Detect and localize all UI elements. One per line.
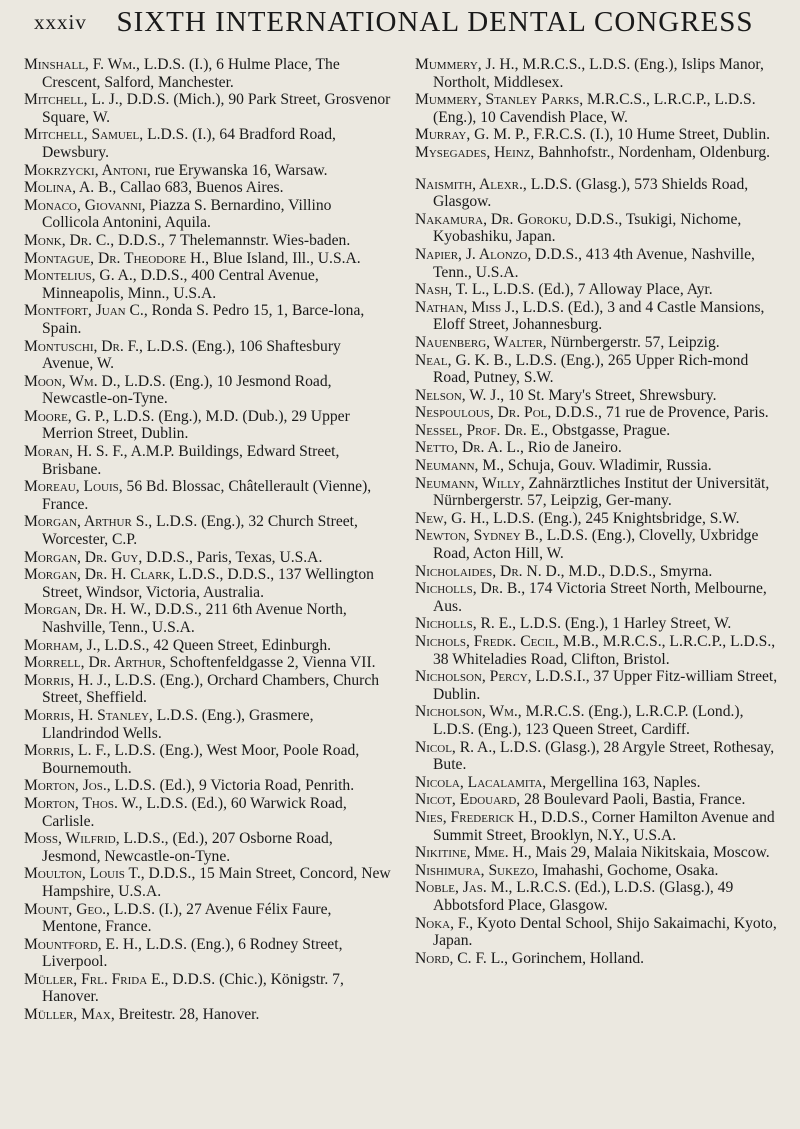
entry-name: Morris, L. F., [24,742,111,760]
directory-entry [415,739,785,774]
directory-entry [24,250,392,268]
entry-name: Morris, H. Stanley, [24,706,153,724]
directory-entry [24,742,392,777]
entry-name: Molina, A. B., [24,179,117,197]
directory-entry [24,1006,392,1024]
entry-details: D.D.S., 413 4th Avenue, Nashville, Tenn., U.S.A. [433,245,755,281]
entry-name: Mokrzycki, Antoni, [24,161,151,179]
entry-name: Morham, J., [24,636,101,654]
entry-name: Mummery, J. H., [415,56,519,73]
entry-details: 10 St. Mary's Street, Shrewsbury. [504,386,717,404]
entry-name: Nathan, Miss J., [415,298,519,316]
entry-details: Schoftenfeldgasse 2, Vienna VII. [165,654,376,672]
entry-name: Morgan, Arthur S., [24,513,153,531]
entry-details: A.M.P. Buildings, Edward Street, Brisbane. [42,443,340,478]
directory-entry [24,566,392,601]
entry-name: Nelson, W. J., [415,386,505,404]
entry-name: Morris, H. J., [24,671,111,689]
directory-entry [24,654,392,672]
page-title: SIXTH INTERNATIONAL DENTAL CONGRESS [116,6,754,38]
entry-name: Mountford, E. H., [24,935,142,953]
entry-name: Mount, Geo., [24,900,110,918]
directory-entry [24,302,392,337]
entry-name: Nash, T. L., [415,281,490,299]
directory-entry [24,91,392,126]
entry-name: Morgan, Dr. H. W., [24,601,152,619]
entry-name: Moore, G. P., [24,407,110,425]
entry-name: Nauenberg, Walter, [415,333,547,351]
directory-entry [24,179,392,197]
entry-name: Nessel, Prof. Dr. E., [415,421,549,439]
directory-entry [24,830,392,865]
directory-entry [24,901,392,936]
entry-name: Montague, Dr. Theodore H., [24,249,210,267]
entry-details: L.D.S. (Ed.), 7 Alloway Place, Ayr. [489,281,713,299]
directory-entry [24,197,392,232]
entry-details: Piazza S. Bernardino, Villino Collicola Antonini, Aquila. [42,196,332,232]
entry-name: Mitchell, L. J., [24,91,123,109]
entry-details: D.D.S., Paris, Texas, U.S.A. [142,548,323,566]
directory-entry [415,404,785,422]
entry-details: Blue Island, Ill., U.S.A. [209,249,361,267]
directory-entry [24,865,392,900]
directory-entry [24,513,392,548]
entry-name: Nespoulous, Dr. Pol, [415,404,552,422]
entry-name: Nicol, R. A., [415,738,497,756]
entry-name: Nishimura, Sukezo, [415,861,539,879]
entry-details: L.D.S. (Eng.), Orchard Chambers, Church Street, Sheffield. [42,671,380,707]
directory-entry [415,144,785,162]
directory-entry [415,580,785,615]
entry-name: Nichols, Fredk. Cecil, [415,633,559,650]
entry-details: L.D.S. (Eng.), Grasmere, Llandrindod Wells. [42,706,314,742]
entry-details: L.D.S. (Eng.), 32 Church Street, Worcester, C.P. [42,513,358,549]
entry-name: Monaco, Giovanni, [24,196,146,214]
entry-details: Nürnbergerstr. 57, Leipzig. [546,333,720,351]
directory-entry [24,707,392,742]
entry-details: Breitestr. 28, Hanover. [114,1006,260,1024]
entry-details: rue Erywanska 16, Warsaw. [150,161,328,179]
entry-details: L.D.S. (I.), 6 Hulme Place, The Crescent, Salford, Manchester. [42,56,340,91]
entry-details: Ronda S. Pedro 15, 1, Barce-lona, Spain. [42,302,365,337]
entry-name: Netto, Dr. A. L., [415,439,524,457]
entry-details: L.D.S. (Eng.), 106 Shaftesbury Avenue, W. [42,337,341,373]
directory-entry [415,352,785,387]
entry-name: Morton, Jos., [24,777,111,795]
entry-name: Montuschi, Dr. F., [24,337,143,355]
entry-name: Nicola, Lacalamita, [415,773,547,791]
entry-name: Mysegades, Heinz, [415,143,535,161]
directory-entry [415,176,785,211]
entry-details: L.R.C.S. (Ed.), L.D.S. (Glasg.), 49 Abbotsford Place, Glasgow. [433,879,734,914]
directory-entry [415,563,785,581]
entry-details: F.R.C.S. (I.), 10 Hume Street, Dublin. [529,126,771,144]
entry-name: Morgan, Dr. H. Clark, [24,566,175,584]
entry-name: Moss, Wilfrid, [24,830,120,848]
entry-details: D.D.S., Tsukigi, Nichome, Kyobashiku, Japan. [433,210,742,246]
directory-entry [24,549,392,567]
entry-name: Morton, Thos. W., [24,794,143,812]
entry-name: Moon, Wm. D., [24,372,121,390]
entry-details: L.D.S. (Eng.), West Moor, Poole Road, Bournemouth. [42,742,360,777]
entry-details: Mais 29, Malaia Nikitskaia, Moscow. [531,844,770,862]
entry-name: Müller, Frl. Frida E., [24,970,169,988]
entry-name: Neumann, M., [415,457,504,475]
entry-details: Rio de Janeiro. [523,439,622,457]
directory-entry [24,338,392,373]
entry-details: Gorinchem, Holland. [508,949,645,967]
directory-entry [24,267,392,302]
entry-details: Zahnärztliches Institut der Universität, Nürnbergerstr. 57, Leipzig, Ger-many. [433,474,770,510]
directory-entry [24,672,392,707]
right-column [415,56,785,967]
entry-details: L.D.S. (Eng.), Clovelly, Uxbridge Road, Acton Hill, W. [433,527,759,563]
entry-name: Morgan, Dr. Guy, [24,548,143,566]
entry-name: Noka, F., [415,914,474,932]
entry-name: Murray, G. M. P., [415,126,530,144]
entry-details: 174 Victoria Street North, Melbourne, Aus. [433,580,767,615]
directory-entry [415,475,785,510]
directory-entry [24,936,392,971]
entry-name: Nicholson, Wm., [415,703,522,721]
entry-name: Moreau, Louis, [24,478,123,496]
entry-name: Minshall, F. Wm., [24,56,140,73]
entry-name: Monk, Dr. C., [24,231,115,249]
entry-name: Napier, J. Alonzo, [415,245,532,263]
directory-entry [415,334,785,352]
entry-name: Nord, C. F. L., [415,949,509,967]
entry-name: Nies, Frederick H., [415,808,538,826]
directory-entry [415,915,785,950]
entry-name: Mummery, Stanley Parks, [415,91,584,109]
entry-details: Schuja, Gouv. Wladimir, Russia. [504,457,712,475]
entry-details: L.D.S. (Eng.), 10 Jesmond Road, Newcastle-on-Tyne. [42,372,332,408]
entry-name: Newton, Sydney B., [415,527,543,545]
directory-entry [415,879,785,914]
entry-details: D.D.S., 7 Thelemannstr. Wies-baden. [114,231,351,249]
entry-name: Nicholson, Percy, [415,668,532,686]
directory-entry [415,791,785,809]
entry-name: Naismith, Alexr., [415,175,527,193]
entry-name: Mitchell, Samuel, [24,126,144,144]
directory-entry [415,56,785,91]
directory-entry [24,56,392,91]
page-number: xxxiv [34,10,87,34]
entry-details: M.D., D.D.S., Smyrna. [564,562,713,580]
entry-details: L.D.S. (Ed.), 60 Warwick Road, Carlisle. [42,794,347,830]
entry-name: Montelius, G. A., [24,267,137,285]
directory-entry [24,971,392,1006]
directory-entry [415,703,785,738]
directory-entry [415,422,785,440]
entry-details: D.D.S., Corner Hamilton Avenue and Summit Street, Brooklyn, N.Y., U.S.A. [433,808,775,844]
entry-name: Müller, Max, [24,1006,115,1024]
directory-entry [24,601,392,636]
entry-details: Imahashi, Gochome, Osaka. [538,861,719,879]
entry-name: Neal, G. K. B., [415,351,512,369]
entry-details: L.D.S., 42 Queen Street, Edinburgh. [100,636,332,654]
directory-entry [415,615,785,633]
entry-details: M.R.C.S., L.R.C.P., L.D.S. (Eng.), 10 Cavendish Place, W. [433,91,756,126]
entry-details: M.R.C.S., L.D.S. (Eng.), Islips Manor, Northolt, Middlesex. [433,56,764,91]
entry-details: D.D.S., 71 rue de Provence, Paris. [551,404,769,422]
directory-entry [415,950,785,968]
entry-details: D.D.S., 400 Central Avenue, Minneapolis, Minn., U.S.A. [42,267,319,302]
directory-entry [24,408,392,443]
directory-entry [24,478,392,513]
entry-name: Morrell, Dr. Arthur, [24,654,166,672]
directory-entry [415,439,785,457]
entry-details: Bahnhofstr., Nordenham, Oldenburg. [534,143,771,161]
entry-details: D.D.S. (Mich.), 90 Park Street, Grosvenor Square, W. [42,91,391,126]
entry-details: L.D.S. (Ed.), 3 and 4 Castle Mansions, Eloff Street, Johannesburg. [433,298,765,334]
directory-entry [415,457,785,475]
entry-details: 28 Boulevard Paoli, Bastia, France. [520,791,746,809]
entry-name: Nicholls, Dr. B., [415,580,526,598]
directory-entry [24,777,392,795]
entry-details: L.D.S., (Ed.), 207 Osborne Road, Jesmond, Newcastle-on-Tyne. [42,830,333,865]
left-column [24,56,392,1024]
entry-name: Moulton, Louis T., [24,865,145,883]
entry-name: Nakamura, Dr. Goroku, [415,210,572,228]
entry-name: New, G. H., [415,509,490,527]
directory-entry [24,162,392,180]
entry-details: L.D.S. (Glasg.), 573 Shields Road, Glasgow. [433,175,749,211]
directory-entry [24,443,392,478]
entry-details: L.D.S. (Eng.), 6 Rodney Street, Liverpool. [42,935,343,971]
directory-entry [415,211,785,246]
entry-details: L.D.S. (Eng.), 265 Upper Rich-mond Road, Putney, S.W. [433,351,749,387]
entry-details: Mergellina 163, Naples. [546,773,701,791]
entry-name: Nicholls, R. E., [415,615,517,633]
entry-details: L.D.S. (I.), 64 Bradford Road, Dewsbury. [42,126,336,161]
directory-entry [24,373,392,408]
directory-entry [415,299,785,334]
directory-entry [24,232,392,250]
directory-entry [415,668,785,703]
entry-name: Nicot, Edouard, [415,791,521,809]
entry-details: L.D.S. (Eng.), M.D. (Dub.), 29 Upper Merrion Street, Dublin. [42,407,350,443]
entry-details: D.D.S., 15 Main Street, Concord, New Hampshire, U.S.A. [42,865,391,900]
entry-details: Callao 683, Buenos Aires. [116,179,284,197]
entry-name: Moran, H. S. F., [24,443,128,461]
entry-name: Nicholaides, Dr. N. D., [415,562,565,580]
directory-entry [415,809,785,844]
entry-details: M.R.C.S. (Eng.), L.R.C.P. (Lond.), L.D.S. (Eng.), 123 Queen Street, Cardiff. [433,703,744,738]
directory-entry [415,633,785,668]
entry-details: M.B., M.R.C.S., L.R.C.P., L.D.S., 38 Whiteladies Road, Clifton, Bristol. [433,633,776,668]
directory-entry [415,510,785,528]
entry-name: Neumann, Willy, [415,474,525,492]
entry-details: Obstgasse, Prague. [548,421,671,439]
entry-details: Kyoto Dental School, Shijo Sakaimachi, Kyoto, Japan. [433,914,777,950]
entry-name: Montfort, Juan C., [24,302,148,320]
entry-name: Noble, Jas. M., [415,879,513,897]
entry-details: D.D.S. (Chic.), Königstr. 7, Hanover. [42,970,344,1006]
directory-entry [415,126,785,144]
directory-entry [415,774,785,792]
directory-entry [415,281,785,299]
entry-details: L.D.S. (Eng.), 245 Knightsbridge, S.W. [489,509,740,527]
directory-entry [24,637,392,655]
entry-name: Nikitine, Mme. H., [415,844,532,862]
directory-entry [415,246,785,281]
entry-details: L.D.S.I., 37 Upper Fitz-william Street, Dublin. [433,668,778,703]
directory-entry [415,527,785,562]
directory-entry [24,126,392,161]
entry-details: L.D.S. (Glasg.), 28 Argyle Street, Rothesay, Bute. [433,738,775,774]
directory-entry [415,91,785,126]
entry-details: L.D.S. (I.), 27 Avenue Félix Faure, Mentone, France. [42,900,332,936]
entry-details: L.D.S. (Eng.), 1 Harley Street, W. [516,615,732,633]
page-header [0,4,800,44]
entry-details: 56 Bd. Blossac, Châtellerault (Vienne), France. [42,478,372,513]
entry-details: L.D.S. (Ed.), 9 Victoria Road, Penrith. [110,777,355,795]
directory-entry [415,387,785,405]
directory-entry [415,862,785,880]
entry-details: D.D.S., 211 6th Avenue North, Nashville, Tenn., U.S.A. [42,601,347,636]
entry-details: L.D.S., D.D.S., 137 Wellington Street, Windsor, Victoria, Australia. [42,566,374,601]
directory-entry [24,795,392,830]
directory-entry [415,844,785,862]
